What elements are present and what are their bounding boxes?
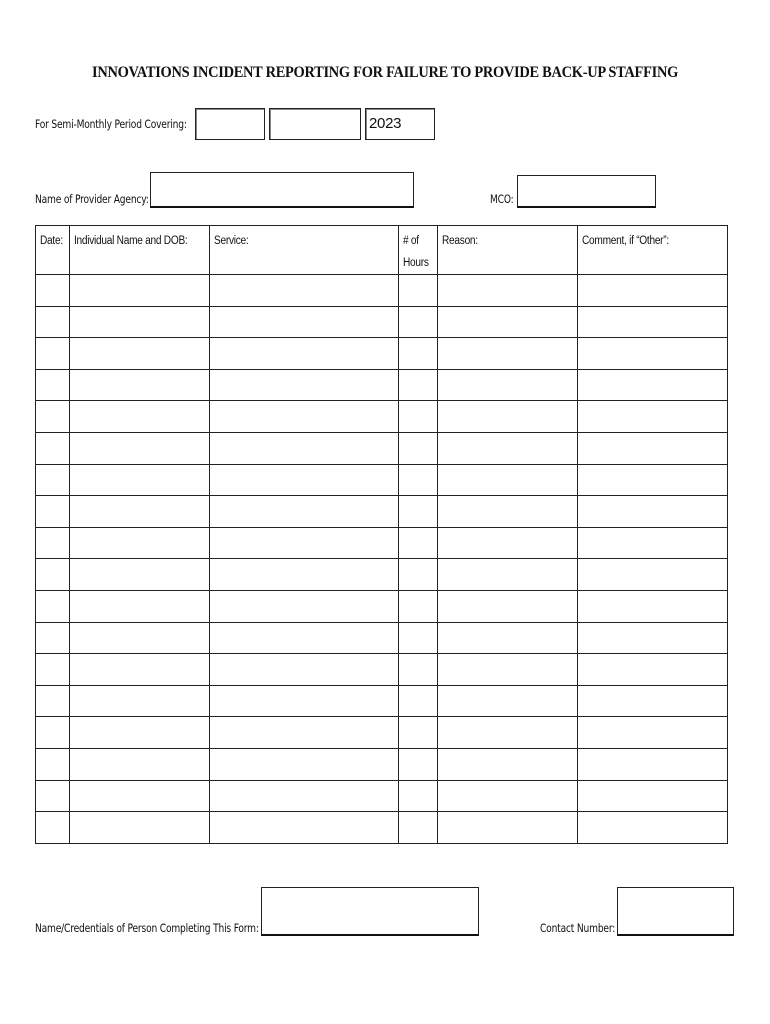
- hours-cell[interactable]: [399, 780, 438, 812]
- form-title: INNOVATIONS INCIDENT REPORTING FOR FAILURE TO PROVIDE BACK-UP STAFFING: [91, 64, 679, 81]
- individual-cell[interactable]: [70, 338, 210, 370]
- comment-cell[interactable]: [578, 559, 728, 591]
- individual-cell[interactable]: [70, 275, 210, 307]
- hours-cell[interactable]: [399, 559, 438, 591]
- reason-cell[interactable]: [438, 275, 578, 307]
- comment-cell[interactable]: [578, 590, 728, 622]
- reason-cell[interactable]: [438, 369, 578, 401]
- preparer-label: Name/Credentials of Person Completing This Form:: [35, 921, 259, 935]
- date-cell[interactable]: [36, 338, 70, 370]
- preparer-field[interactable]: [261, 887, 479, 936]
- hours-cell[interactable]: [399, 654, 438, 686]
- comment-cell[interactable]: [578, 622, 728, 654]
- comment-cell[interactable]: [578, 685, 728, 717]
- service-cell[interactable]: [210, 590, 399, 622]
- comment-cell[interactable]: [578, 496, 728, 528]
- table-row: [36, 369, 728, 401]
- service-cell[interactable]: [210, 401, 399, 433]
- individual-cell[interactable]: [70, 559, 210, 591]
- table-row: [36, 748, 728, 780]
- service-cell[interactable]: [210, 275, 399, 307]
- comment-cell[interactable]: [578, 306, 728, 338]
- contact-number-field[interactable]: [617, 887, 734, 936]
- service-cell[interactable]: [210, 654, 399, 686]
- hours-cell[interactable]: [399, 275, 438, 307]
- reason-cell[interactable]: [438, 401, 578, 433]
- col-header-comment: Comment, if “Other”:: [578, 226, 728, 275]
- hours-cell[interactable]: [399, 306, 438, 338]
- period-year-value: 2023: [369, 115, 402, 132]
- hours-cell[interactable]: [399, 685, 438, 717]
- date-cell[interactable]: [36, 654, 70, 686]
- hours-cell[interactable]: [399, 496, 438, 528]
- date-cell[interactable]: [36, 496, 70, 528]
- col-header-service: Service:: [210, 226, 399, 275]
- reason-cell[interactable]: [438, 432, 578, 464]
- date-cell[interactable]: [36, 559, 70, 591]
- table-row: [36, 654, 728, 686]
- period-year-field[interactable]: [365, 108, 435, 140]
- individual-cell[interactable]: [70, 622, 210, 654]
- individual-cell[interactable]: [70, 590, 210, 622]
- table-row: [36, 622, 728, 654]
- individual-cell[interactable]: [70, 306, 210, 338]
- service-cell[interactable]: [210, 527, 399, 559]
- individual-cell[interactable]: [70, 685, 210, 717]
- table-row: [36, 275, 728, 307]
- individual-cell[interactable]: [70, 780, 210, 812]
- individual-cell[interactable]: [70, 654, 210, 686]
- comment-cell[interactable]: [578, 812, 728, 844]
- col-header-reason: Reason:: [438, 226, 578, 275]
- individual-cell[interactable]: [70, 464, 210, 496]
- table-row: [36, 559, 728, 591]
- service-cell[interactable]: [210, 622, 399, 654]
- hours-cell[interactable]: [399, 527, 438, 559]
- date-cell[interactable]: [36, 464, 70, 496]
- reason-cell[interactable]: [438, 748, 578, 780]
- hours-cell[interactable]: [399, 464, 438, 496]
- service-cell[interactable]: [210, 780, 399, 812]
- service-cell[interactable]: [210, 559, 399, 591]
- hours-cell[interactable]: [399, 748, 438, 780]
- mco-label: MCO:: [490, 192, 514, 206]
- individual-cell[interactable]: [70, 812, 210, 844]
- agency-name-field[interactable]: [150, 172, 414, 208]
- table-row: [36, 496, 728, 528]
- reason-cell[interactable]: [438, 559, 578, 591]
- date-cell[interactable]: [36, 401, 70, 433]
- reason-cell[interactable]: [438, 464, 578, 496]
- service-cell[interactable]: [210, 432, 399, 464]
- service-cell[interactable]: [210, 685, 399, 717]
- date-cell[interactable]: [36, 748, 70, 780]
- individual-cell[interactable]: [70, 369, 210, 401]
- reason-cell[interactable]: [438, 590, 578, 622]
- individual-cell[interactable]: [70, 401, 210, 433]
- date-cell[interactable]: [36, 306, 70, 338]
- individual-cell[interactable]: [70, 717, 210, 749]
- reason-cell[interactable]: [438, 685, 578, 717]
- comment-cell[interactable]: [578, 717, 728, 749]
- comment-cell[interactable]: [578, 275, 728, 307]
- agency-label: Name of Provider Agency:: [35, 192, 149, 206]
- table-row: [36, 685, 728, 717]
- col-header-date: Date:: [36, 226, 70, 275]
- table-header-row: [36, 226, 728, 275]
- col-header-hours: # of Hours: [399, 226, 438, 275]
- reason-cell[interactable]: [438, 780, 578, 812]
- date-cell[interactable]: [36, 590, 70, 622]
- table-row: [36, 464, 728, 496]
- date-cell[interactable]: [36, 780, 70, 812]
- comment-cell[interactable]: [578, 369, 728, 401]
- comment-cell[interactable]: [578, 654, 728, 686]
- comment-cell[interactable]: [578, 748, 728, 780]
- individual-cell[interactable]: [70, 527, 210, 559]
- individual-cell[interactable]: [70, 496, 210, 528]
- hours-cell[interactable]: [399, 401, 438, 433]
- date-cell[interactable]: [36, 622, 70, 654]
- date-cell[interactable]: [36, 432, 70, 464]
- hours-cell[interactable]: [399, 590, 438, 622]
- service-cell[interactable]: [210, 464, 399, 496]
- incident-log-table: [35, 225, 728, 844]
- reason-cell[interactable]: [438, 654, 578, 686]
- service-cell[interactable]: [210, 748, 399, 780]
- table-row: [36, 401, 728, 433]
- date-cell[interactable]: [36, 527, 70, 559]
- reason-cell[interactable]: [438, 622, 578, 654]
- hours-cell[interactable]: [399, 432, 438, 464]
- service-cell[interactable]: [210, 496, 399, 528]
- date-cell[interactable]: [36, 369, 70, 401]
- comment-cell[interactable]: [578, 432, 728, 464]
- period-days-field[interactable]: [269, 108, 361, 140]
- table-row: [36, 338, 728, 370]
- comment-cell[interactable]: [578, 401, 728, 433]
- hours-cell[interactable]: [399, 717, 438, 749]
- hours-cell[interactable]: [399, 369, 438, 401]
- date-cell[interactable]: [36, 275, 70, 307]
- comment-cell[interactable]: [578, 527, 728, 559]
- period-label: For Semi-Monthly Period Covering:: [35, 117, 187, 131]
- hours-cell[interactable]: [399, 622, 438, 654]
- service-cell[interactable]: [210, 812, 399, 844]
- mco-field[interactable]: [517, 175, 656, 208]
- comment-cell[interactable]: [578, 780, 728, 812]
- reason-cell[interactable]: [438, 338, 578, 370]
- individual-cell[interactable]: [70, 748, 210, 780]
- individual-cell[interactable]: [70, 432, 210, 464]
- table-row: [36, 527, 728, 559]
- table-row: [36, 306, 728, 338]
- reason-cell[interactable]: [438, 527, 578, 559]
- table-row: [36, 717, 728, 749]
- contact-label: Contact Number:: [540, 921, 616, 935]
- service-cell[interactable]: [210, 717, 399, 749]
- comment-cell[interactable]: [578, 338, 728, 370]
- reason-cell[interactable]: [438, 812, 578, 844]
- service-cell[interactable]: [210, 338, 399, 370]
- comment-cell[interactable]: [578, 464, 728, 496]
- hours-cell[interactable]: [399, 812, 438, 844]
- table-row: [36, 432, 728, 464]
- reason-cell[interactable]: [438, 496, 578, 528]
- service-cell[interactable]: [210, 369, 399, 401]
- date-cell[interactable]: [36, 812, 70, 844]
- col-header-individual: Individual Name and DOB:: [70, 226, 210, 275]
- reason-cell[interactable]: [438, 717, 578, 749]
- date-cell[interactable]: [36, 685, 70, 717]
- hours-cell[interactable]: [399, 338, 438, 370]
- date-cell[interactable]: [36, 717, 70, 749]
- table-row: [36, 780, 728, 812]
- table-row: [36, 590, 728, 622]
- reason-cell[interactable]: [438, 306, 578, 338]
- period-month-field[interactable]: [195, 108, 265, 140]
- service-cell[interactable]: [210, 306, 399, 338]
- table-row: [36, 812, 728, 844]
